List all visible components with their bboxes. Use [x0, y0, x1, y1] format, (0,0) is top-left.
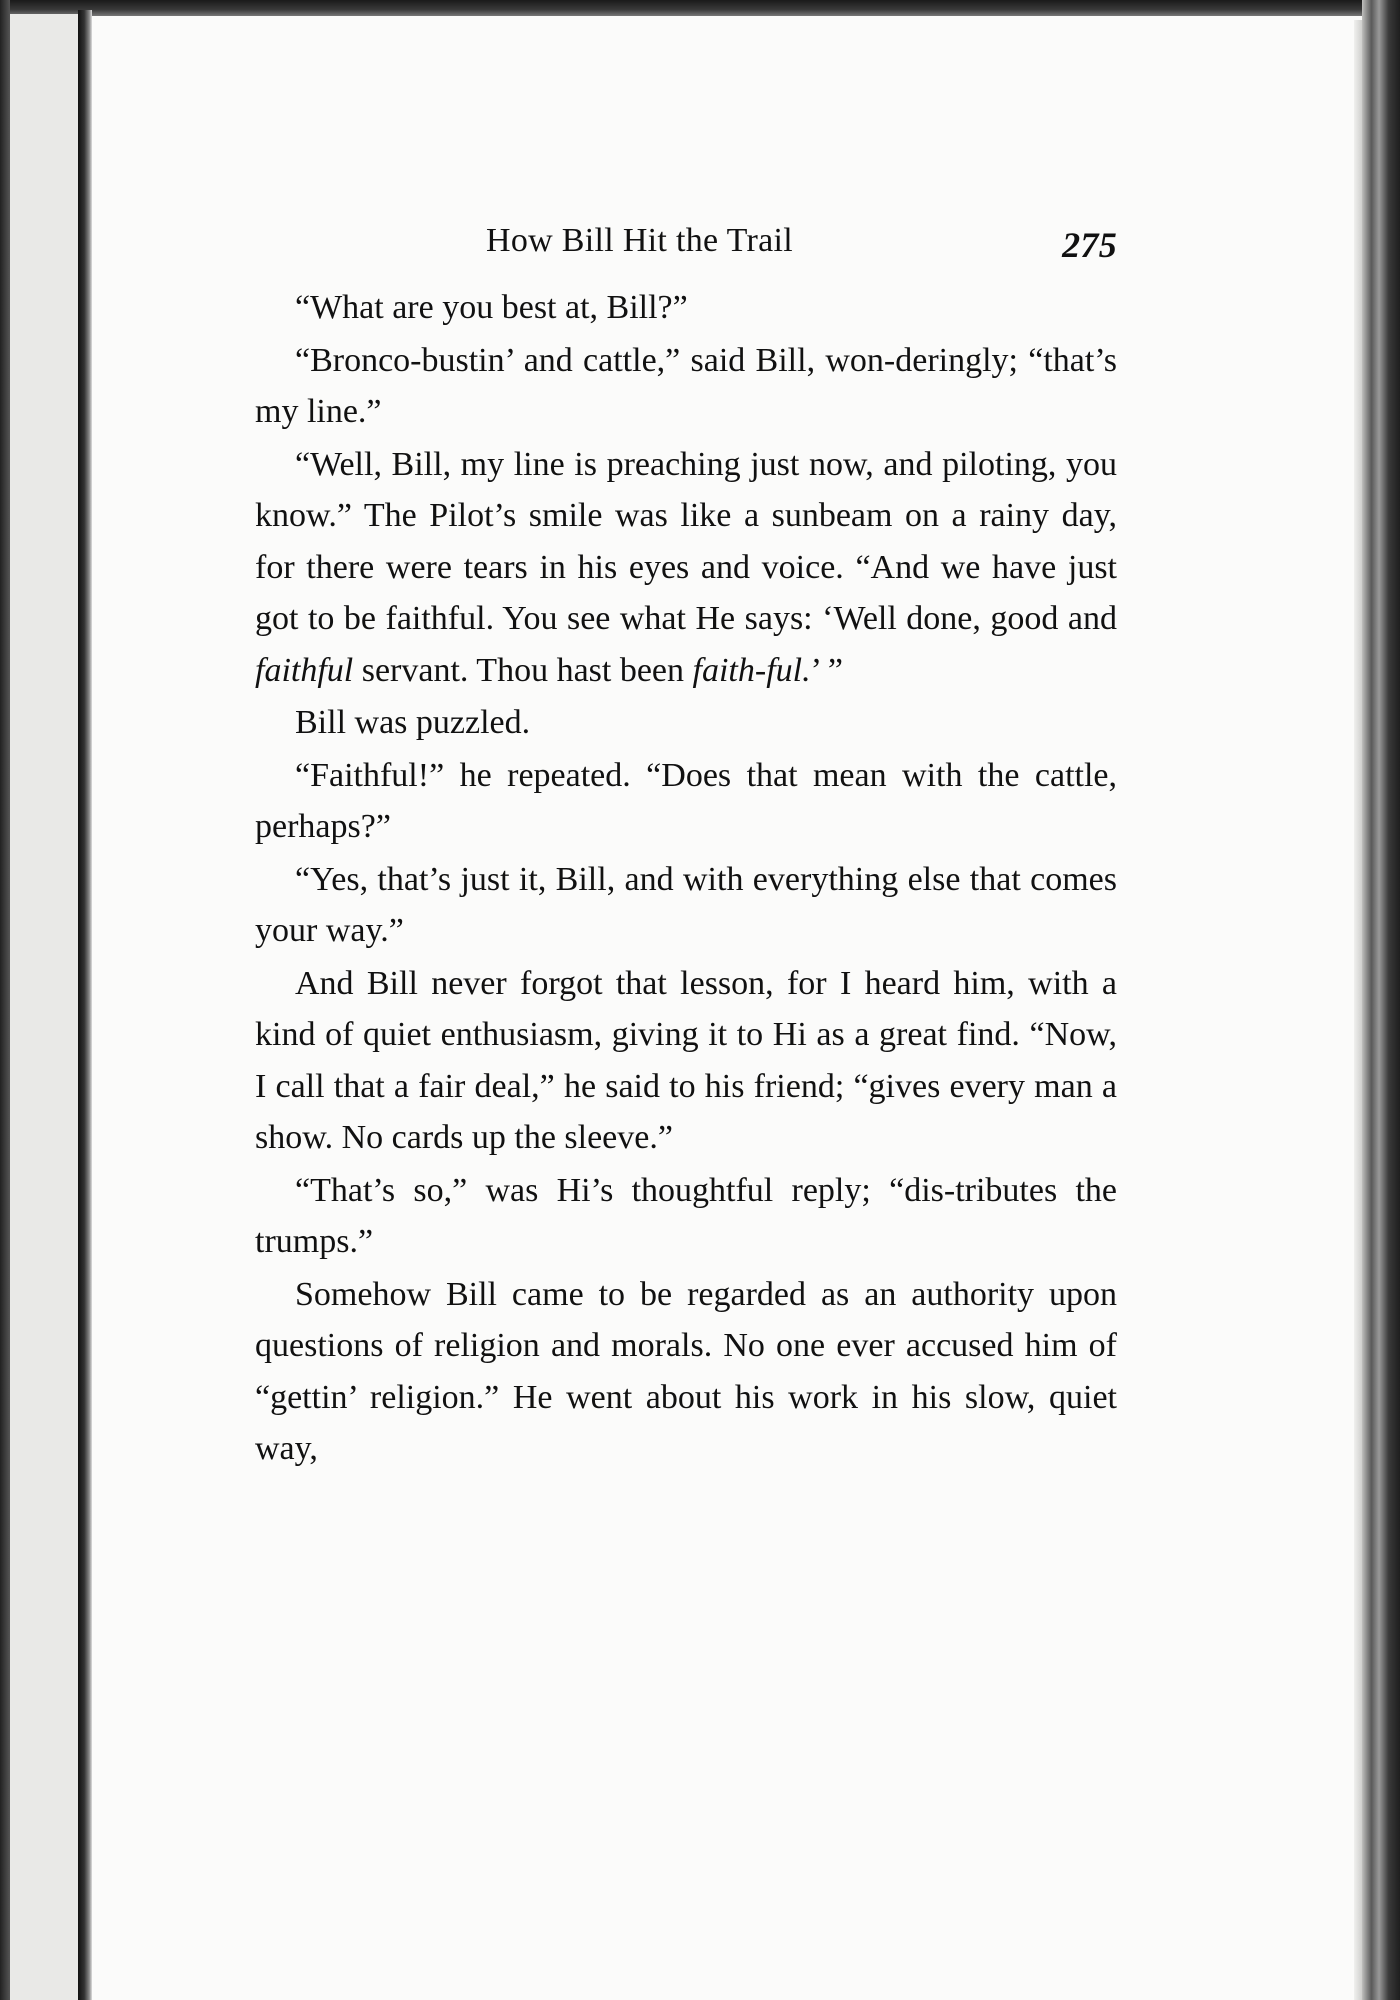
paragraph: “That’s so,” was Hi’s thoughtful reply; “dis-tributes the trumps.”	[255, 1171, 1117, 1260]
book-left-edge	[0, 0, 10, 2000]
paragraph: “Faithful!” he repeated. “Does that mean with the cattle, perhaps?”	[255, 756, 1117, 845]
book-top-edge	[0, 0, 1400, 16]
paragraph-text: servant. Thou hast been	[353, 651, 693, 689]
running-head	[255, 222, 1117, 282]
running-head-title: How Bill Hit the Trail	[486, 222, 793, 259]
body-text	[255, 282, 1117, 1475]
paragraph: “Yes, that’s just it, Bill, and with everything else that comes your way.”	[255, 860, 1117, 949]
page-text-block	[255, 222, 1117, 1476]
paragraph: Bill was puzzled.	[295, 704, 531, 741]
paragraph-text: ’ ”	[810, 651, 843, 689]
book-gutter	[78, 10, 92, 2000]
page-fore-edge	[1354, 20, 1362, 2000]
paragraph-text: “Well, Bill, my line is preaching just now, and piloting, you know.” The Pilot’s smile was like a sunbeam on a rainy day, for there were tears in his eyes and voice. “And we have just got to be faithful. You see what He says: ‘Well done, good and	[255, 445, 1117, 637]
book-right-edge	[1362, 0, 1400, 2000]
paragraph: And Bill never forgot that lesson, for I heard him, with a kind of quiet enthusiasm, giving it to Hi as a great find. “Now, I call that a fair deal,” he said to his friend; “gives every man a show. No cards up the sleeve.”	[255, 964, 1117, 1156]
facing-page-sliver	[10, 14, 78, 2000]
paragraph	[255, 439, 1117, 697]
paragraph: “Bronco-bustin’ and cattle,” said Bill, won-deringly; “that’s my line.”	[255, 341, 1117, 430]
emphasis-text: faithful	[255, 651, 354, 689]
paragraph: “What are you best at, Bill?”	[295, 289, 688, 326]
page-number: 275	[1062, 225, 1117, 265]
emphasis-text: faith-ful.	[692, 651, 811, 689]
paragraph: Somehow Bill came to be regarded as an authority upon questions of religion and morals. No one ever accused him of “gettin’ religion.” He went about his work in his slow, quiet way,	[255, 1275, 1117, 1467]
